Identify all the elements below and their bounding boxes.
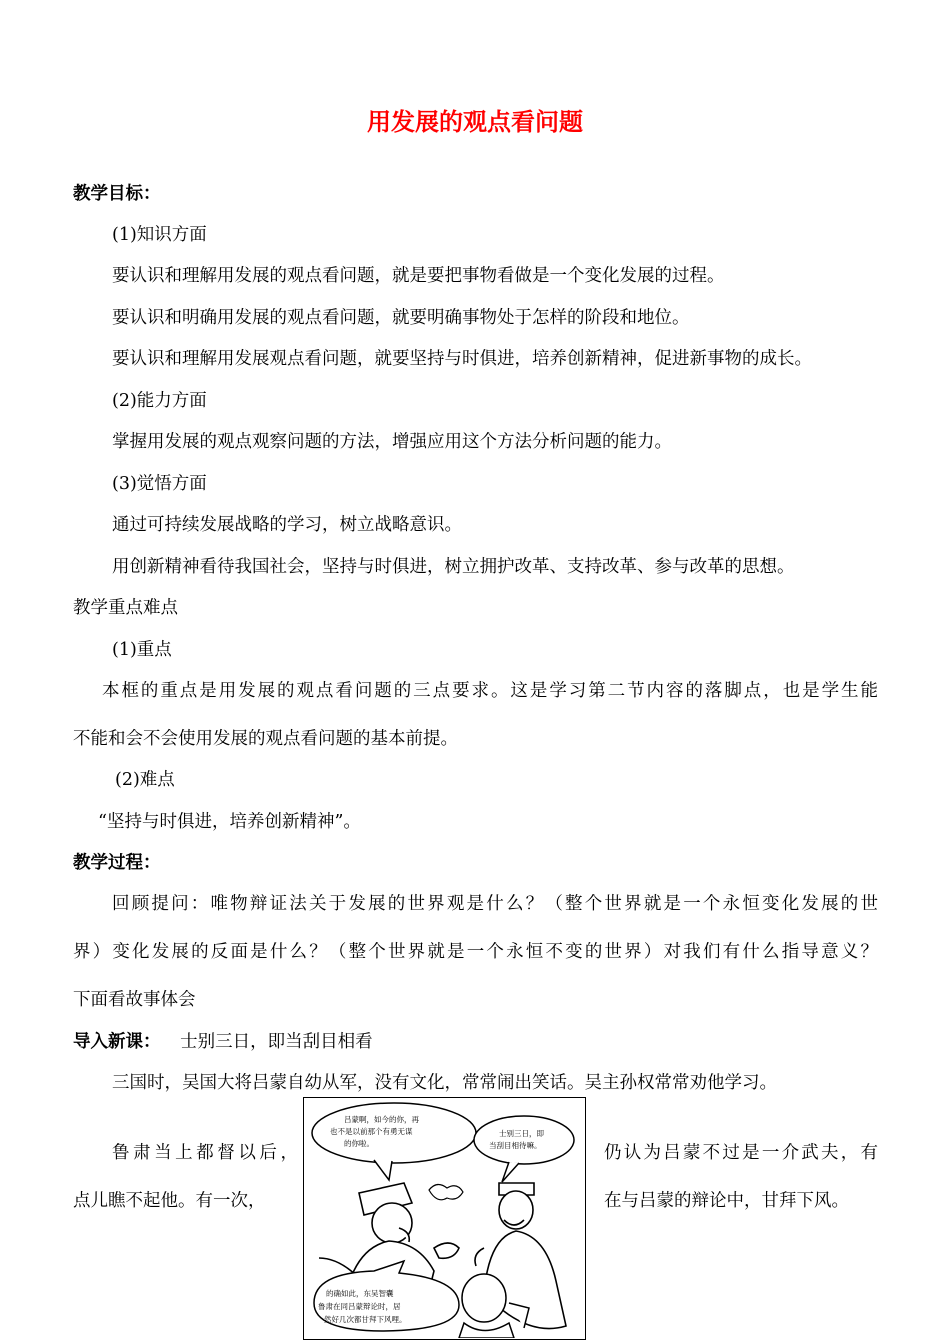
key-points-heading: 教学重点难点: [73, 598, 178, 618]
focus-line-2: 不能和会不会使用发展的观点看问题的基本前提。: [73, 729, 458, 749]
ability-item: 掌握用发展的观点观察问题的方法，增强应用这个方法分析问题的能力。: [112, 432, 672, 452]
review-line-3: 下面看故事体会: [73, 990, 196, 1010]
bubble-1-line-2: 也不是以前那个有勇无谋: [330, 1127, 413, 1136]
bubble-3-line-1: 的确如此，东吴智囊: [326, 1289, 394, 1298]
review-line-1: 回顾提问：唯物辩证法关于发展的世界观是什么？（整个世界就是一个永恒变化发展的世: [112, 894, 878, 914]
focus-line-1: 本框的重点是用发展的观点看问题的三点要求。这是学习第二节内容的落脚点，也是学生能: [102, 681, 878, 701]
intro-line: [73, 1030, 373, 1054]
story-para-2-left: 鲁肃当上都督以后，: [112, 1143, 298, 1163]
knowledge-item-3: 要认识和理解用发展观点看问题，就要坚持与时俱进，培养创新精神，促进新事物的成长。: [112, 349, 812, 369]
story-title: 士别三日，即当刮目相看: [180, 1032, 373, 1052]
speech-bubble-2: [474, 1116, 574, 1182]
story-para-3-left: 点儿瞧不起他。有一次，: [73, 1191, 266, 1211]
process-heading: 教学过程：: [73, 853, 161, 873]
difficulty-item: “坚持与时俱进，培养创新精神”。: [98, 812, 361, 832]
bubble-2-line-1: 士别三日，即: [499, 1129, 544, 1138]
story-cartoon: [303, 1097, 586, 1340]
story-para-3-right: 在与吕蒙的辩论中，甘拜下风。: [604, 1191, 849, 1211]
speech-bubble-3: [314, 1261, 459, 1331]
knowledge-item-1: 要认识和理解用发展的观点看问题，就是要把事物看做是一个变化发展的过程。: [112, 266, 725, 286]
awareness-heading: (3)觉悟方面: [112, 474, 207, 494]
document-title: 用发展的观点看问题: [367, 108, 583, 136]
thought-cloud-icon: [429, 1184, 463, 1199]
objectives-heading: 教学目标：: [73, 184, 161, 204]
knowledge-heading: (1)知识方面: [112, 225, 207, 245]
story-para-1: 三国时，吴国大将吕蒙自幼从军，没有文化，常常闹出笑话。吴主孙权常常劝他学习。: [112, 1073, 777, 1093]
bubble-2-line-2: 当刮目相待嘛。: [489, 1141, 542, 1150]
difficulty-heading: (2)难点: [115, 770, 175, 790]
ability-heading: (2)能力方面: [112, 391, 207, 411]
awareness-item-2: 用创新精神看待我国社会，坚持与时俱进，树立拥护改革、支持改革、参与改革的思想。: [112, 557, 795, 577]
knowledge-item-2: 要认识和明确用发展的观点看问题，就要明确事物处于怎样的阶段和地位。: [112, 308, 690, 328]
bubble-3-line-2: 鲁肃在同吕蒙辩论时，居: [318, 1302, 401, 1311]
story-para-2-right: 仍认为吕蒙不过是一介武夫，有: [604, 1143, 878, 1163]
cartoon-illustration: [304, 1098, 584, 1338]
bubble-1-line-1: 吕蒙啊，如今的你，再: [344, 1115, 419, 1124]
bubble-3-line-3: 然好几次都甘拜下风哩。: [324, 1315, 407, 1324]
focus-heading: (1)重点: [112, 640, 172, 660]
bubble-1-line-3: 的你啦。: [344, 1139, 374, 1148]
awareness-item-1: 通过可持续发展战略的学习，树立战略意识。: [112, 515, 462, 535]
review-line-2: 界）变化发展的反面是什么？（整个世界就是一个永恒不变的世界）对我们有什么指导意义？: [73, 942, 878, 962]
intro-label: 导入新课：: [73, 1032, 161, 1052]
speech-bubble-1: [312, 1103, 476, 1180]
